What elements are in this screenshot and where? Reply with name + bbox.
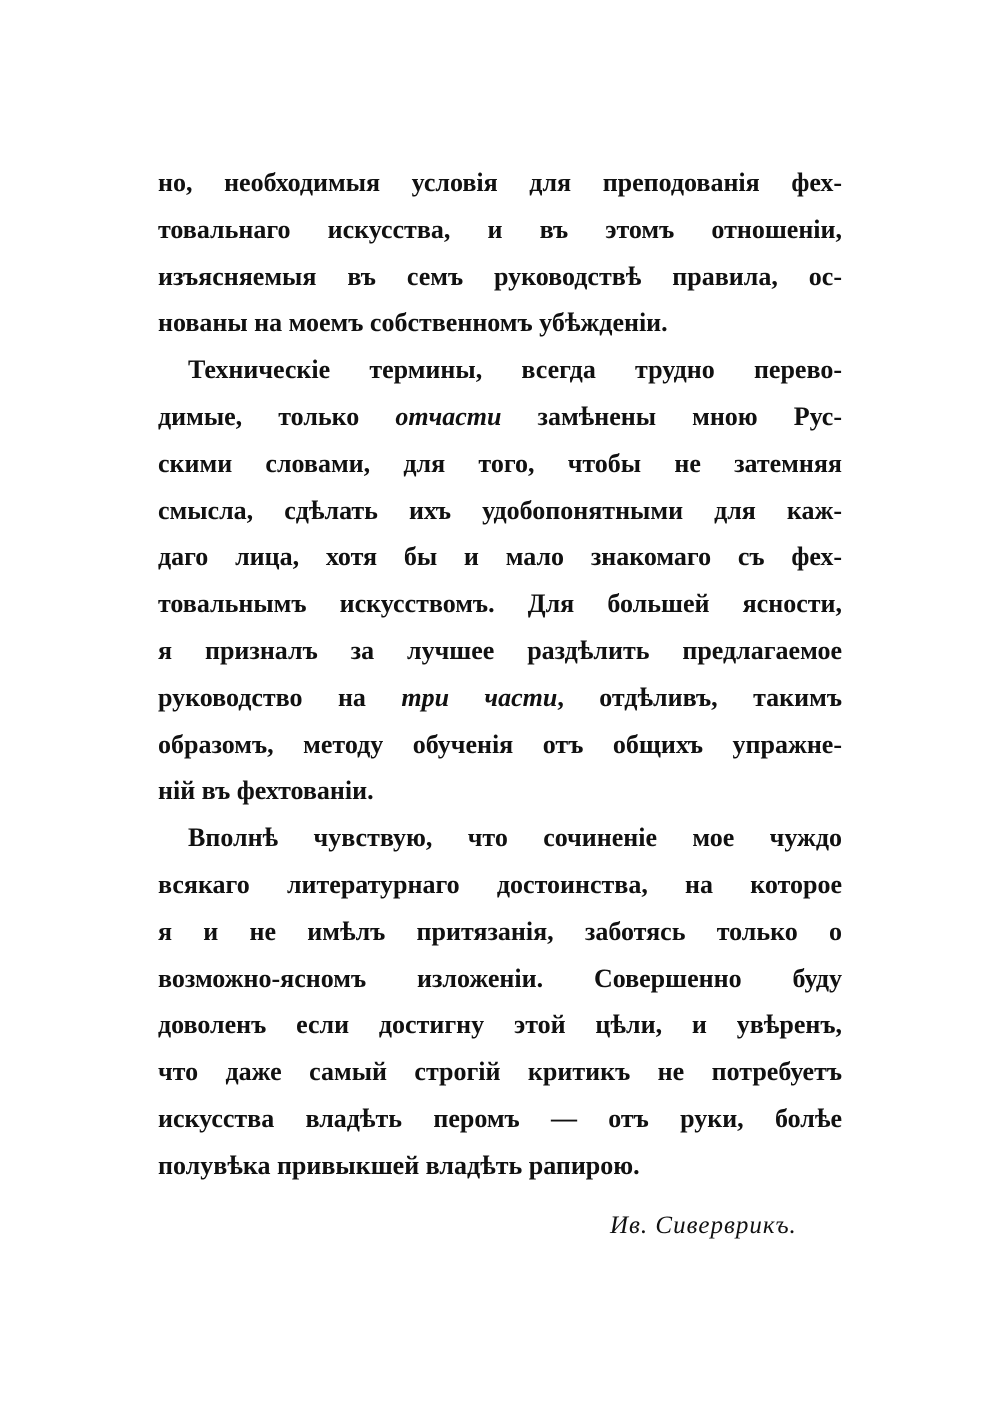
text-line: доволенъ если достигну этой цѣли, и увѣренъ, [158, 1010, 842, 1040]
paragraph-2 [158, 347, 842, 815]
text-line [158, 675, 842, 722]
text-line [158, 394, 842, 441]
text-line: я призналъ за лучшее раздѣлить предлагаемое [158, 635, 842, 665]
text-line: что даже самый строгій критикъ не потребуетъ [158, 1057, 842, 1087]
text-line: изъясняемыя въ семъ руководствѣ правила, ос- [158, 261, 842, 291]
text-line: но, необходимыя условія для преподованія фех- [158, 168, 842, 197]
text-line: Техническіе термины, всегда трудно перево- [188, 355, 842, 385]
text-segment: замѣнены мною Рус- [501, 401, 842, 431]
text-line: ній въ фехтованіи. [158, 776, 374, 806]
text-line: товальнаго искусства, и въ этомъ отношеніи, [158, 214, 842, 244]
text-segment: , отдѣливъ, такимъ [557, 682, 842, 712]
paragraph-3 [158, 815, 842, 1189]
text-line: я и не имѣлъ притязанія, заботясь только о [158, 916, 842, 946]
text-line: искусства владѣть перомъ — отъ руки, болѣе [158, 1103, 842, 1133]
text-segment: руководство на [158, 682, 402, 712]
text-line: смысла, сдѣлать ихъ удобопонятными для каж- [158, 495, 842, 525]
text-line: Вполнѣ чувствую, что сочиненіе мое чуждо [188, 823, 842, 853]
emphasis-text: три части [401, 682, 558, 712]
text-line: образомъ, методу обученія отъ общихъ упражне- [158, 729, 842, 759]
emphasis-text: отчасти [395, 401, 502, 431]
author-signature: Ив. Сиверврикъ. [610, 1212, 797, 1239]
document-body [158, 160, 842, 1190]
text-line: полувѣка привыкшей владѣть рапирою. [158, 1150, 640, 1180]
text-line: даго лица, хотя бы и мало знакомаго съ фех- [158, 542, 842, 572]
text-line: всякаго литературнаго достоинства, на которое [158, 869, 842, 899]
text-segment: димые, только [158, 401, 396, 431]
text-line: товальнымъ искусствомъ. Для большей ясности, [158, 589, 842, 619]
text-line: нованы на моемъ собственномъ убѣжденіи. [158, 308, 668, 338]
text-line: возможно-ясномъ изложеніи. Совершенно буду [158, 963, 842, 993]
text-line: скими словами, для того, чтобы не затемняя [158, 448, 842, 478]
paragraph-1 [158, 160, 842, 347]
